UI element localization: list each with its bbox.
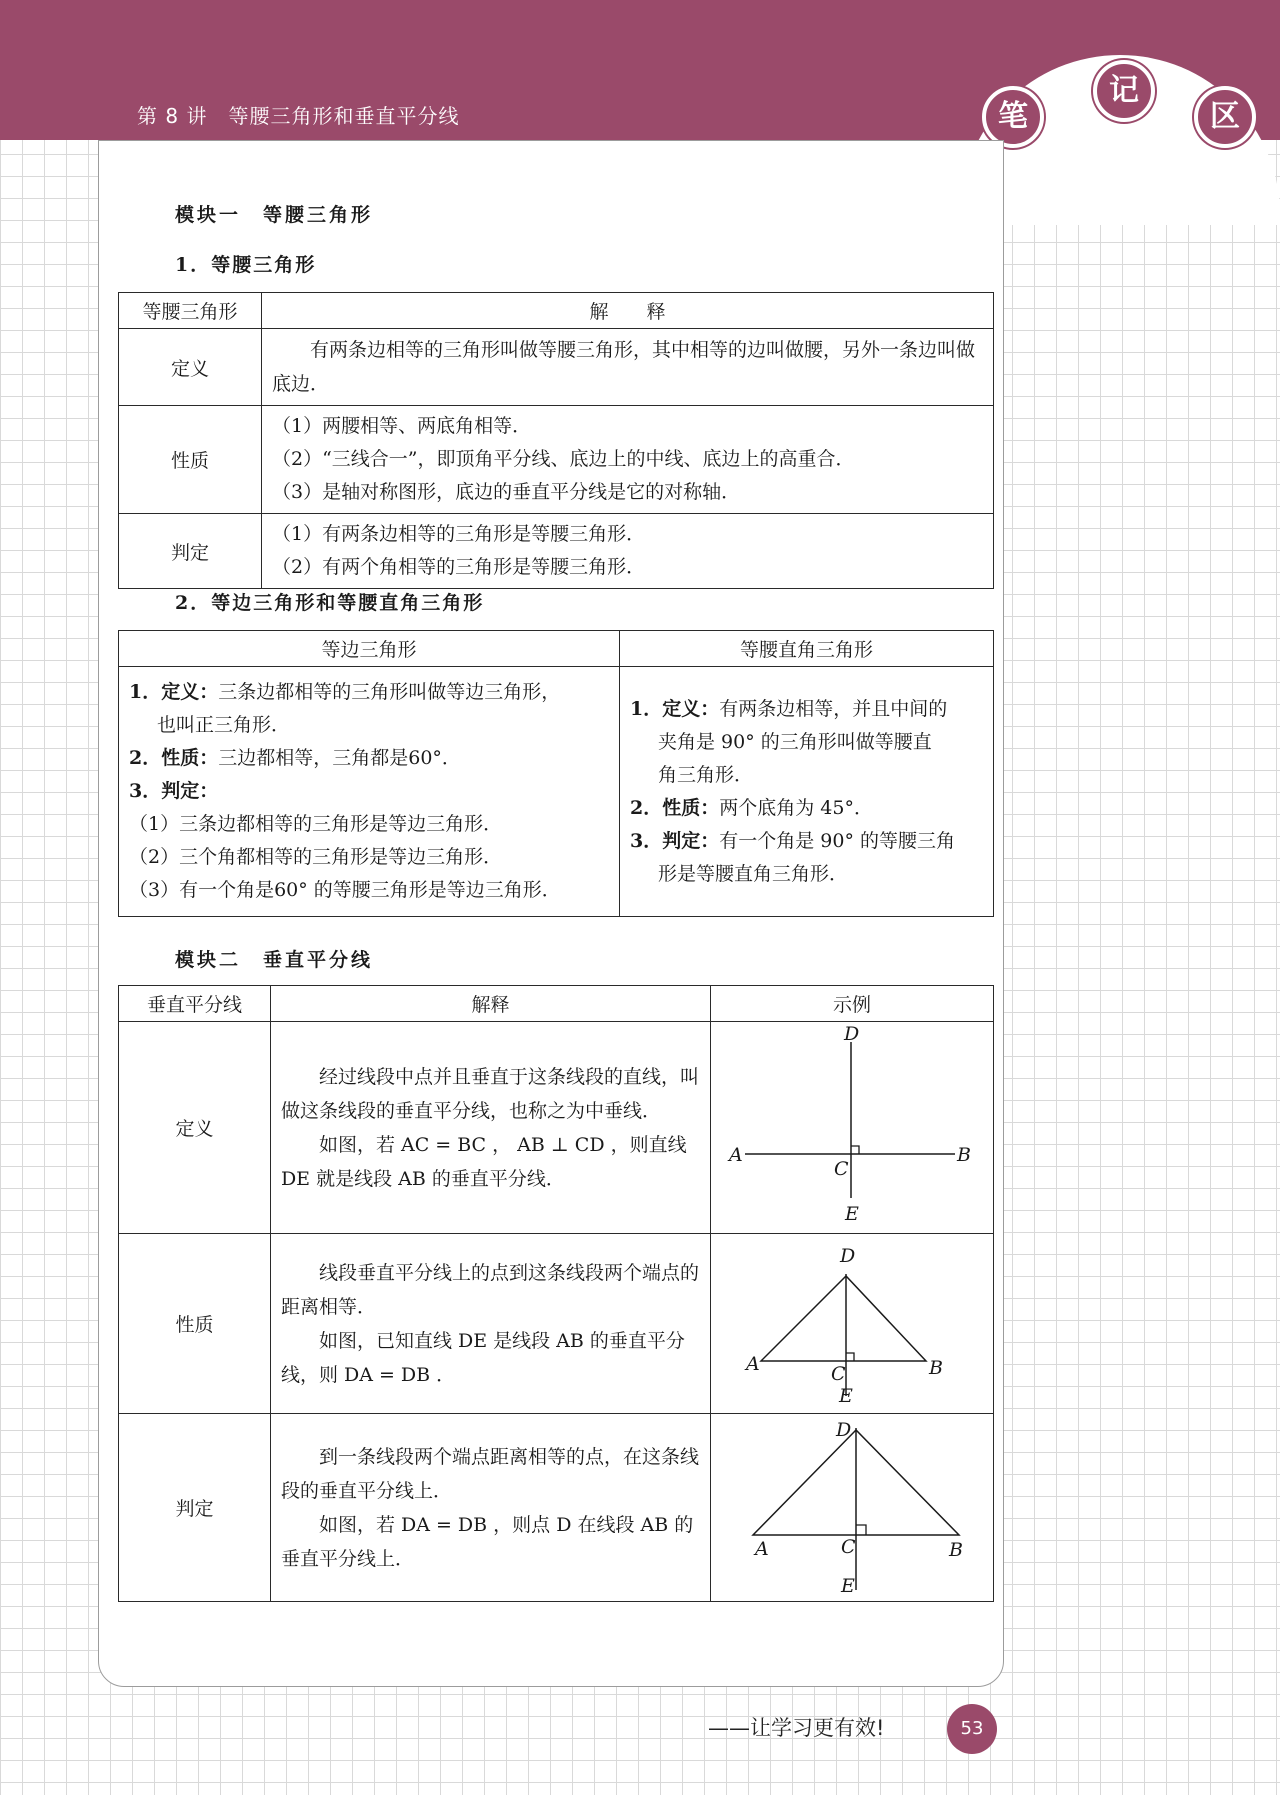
line: （2）有两个角相等的三角形是等腰三角形． — [272, 556, 646, 578]
label-b: B — [929, 1357, 943, 1379]
text: 两个底角为 45°． — [719, 796, 873, 819]
line: （3）是轴对称图形，底边的垂直平分线是它的对称轴． — [272, 481, 741, 503]
example-cell — [711, 1414, 994, 1602]
table-header: 等边三角形 — [119, 631, 620, 667]
text: 形是等腰直角三角形． — [658, 862, 849, 885]
row-text — [262, 406, 994, 514]
row-label: 判定 — [119, 1414, 271, 1602]
line: （1）两腰相等、两底角相等． — [272, 415, 532, 437]
page-number: 53 — [947, 1704, 997, 1754]
label-d: D — [844, 1023, 860, 1045]
equilateral-cell — [119, 667, 620, 917]
line: （3）有一个角是60° 的等腰三角形是等边三角形． — [129, 879, 561, 901]
text: 有一个角是 90° 的等腰三角 — [719, 829, 955, 852]
label: 3．判定： — [630, 829, 720, 852]
label-d: D — [836, 1419, 852, 1441]
label-e: E — [845, 1203, 859, 1225]
example-cell — [711, 1234, 994, 1414]
footer-slogan: ——让学习更有效! — [708, 1716, 885, 1740]
line: 如图，若 AC = BC ， AB ⊥ CD ，则直线 DE 就是线段 AB 的垂直平分线． — [280, 1133, 687, 1190]
text: 三条边都相等的三角形叫做等边三角形， — [218, 681, 561, 703]
label: 1．定义： — [129, 681, 219, 703]
isosceles-right-cell — [620, 667, 994, 917]
label: 3．判定： — [129, 780, 219, 802]
figure-definition — [711, 1022, 993, 1228]
line: 经过线段中点并且垂直于这条线段的直线，叫做这条线段的垂直平分线，也称之为中垂线． — [280, 1065, 699, 1122]
notes-char-1: 笔 — [982, 86, 1044, 148]
triangle-dab — [761, 1276, 926, 1361]
label-a: A — [755, 1538, 769, 1560]
row-text — [270, 1414, 710, 1602]
figure-judgment — [711, 1414, 993, 1596]
section1-title: 1．等腰三角形 — [175, 254, 317, 276]
line: （1）有两条边相等的三角形是等腰三角形． — [272, 523, 646, 545]
label-c: C — [831, 1363, 846, 1385]
right-angle-mark — [856, 1525, 866, 1535]
label-a: A — [729, 1144, 743, 1166]
label-e: E — [841, 1575, 855, 1596]
bisector-table — [118, 985, 994, 1602]
row-label: 判定 — [119, 514, 262, 589]
text: 夹角是 90° 的三角形叫做等腰直 — [658, 730, 932, 753]
notes-char-3: 区 — [1194, 86, 1256, 148]
label-d: D — [840, 1245, 856, 1267]
row-label: 性质 — [119, 406, 262, 514]
label-a: A — [746, 1353, 760, 1375]
notes-char-2: 记 — [1093, 60, 1155, 122]
text: 有两条边相等，并且中间的 — [719, 697, 948, 720]
table-header: 垂直平分线 — [119, 986, 271, 1022]
line: 到一条线段两个端点距离相等的点，在这条线段的垂直平分线上． — [280, 1445, 699, 1502]
table-header: 等腰三角形 — [119, 293, 262, 329]
table-header: 解释 — [270, 986, 710, 1022]
label: 2．性质： — [630, 796, 720, 819]
table-header: 示例 — [711, 986, 994, 1022]
line: （1）三条边都相等的三角形是等边三角形． — [129, 813, 503, 835]
figure-property — [711, 1234, 993, 1408]
row-text — [270, 1234, 710, 1414]
module1-title: 模块一 等腰三角形 — [175, 204, 374, 226]
isosceles-table — [118, 292, 994, 589]
row-label: 性质 — [119, 1234, 271, 1414]
chapter-title: 第 8 讲 等腰三角形和垂直平分线 — [137, 104, 460, 128]
table-header: 等腰直角三角形 — [620, 631, 994, 667]
line: 如图，若 DA = DB ，则点 D 在线段 AB 的垂直平分线上． — [280, 1513, 694, 1570]
line: 线段垂直平分线上的点到这条线段两个端点的距离相等． — [280, 1261, 699, 1318]
text: 也叫正三角形． — [157, 714, 291, 736]
row-text — [262, 514, 994, 589]
label-c: C — [841, 1536, 856, 1558]
special-triangles-table — [118, 630, 994, 917]
row-label: 定义 — [119, 329, 262, 406]
label: 2．性质： — [129, 747, 219, 769]
right-angle-mark — [846, 1353, 854, 1361]
label-b: B — [949, 1539, 963, 1561]
row-label: 定义 — [119, 1022, 271, 1234]
line: （2）三个角都相等的三角形是等边三角形． — [129, 846, 503, 868]
label-e: E — [839, 1385, 853, 1407]
label: 1．定义： — [630, 697, 720, 720]
row-text — [270, 1022, 710, 1234]
line: 如图，已知直线 DE 是线段 AB 的垂直平分线，则 DA = DB ． — [280, 1329, 685, 1386]
line: （2）“三线合一”，即顶角平分线、底边上的中线、底边上的高重合． — [272, 448, 855, 470]
section2-title: 2．等边三角形和等腰直角三角形 — [175, 592, 485, 614]
module2-title: 模块二 垂直平分线 — [175, 949, 374, 971]
text: 角三角形． — [658, 763, 754, 786]
label-c: C — [834, 1158, 849, 1180]
label-b: B — [957, 1144, 971, 1166]
example-cell — [711, 1022, 994, 1234]
row-text: 有两条边相等的三角形叫做等腰三角形，其中相等的边叫做腰，另外一条边叫做底边． — [262, 329, 994, 406]
table-header: 解 释 — [262, 293, 994, 329]
right-angle-mark — [851, 1146, 859, 1154]
text: 三边都相等，三角都是60°． — [218, 747, 461, 769]
